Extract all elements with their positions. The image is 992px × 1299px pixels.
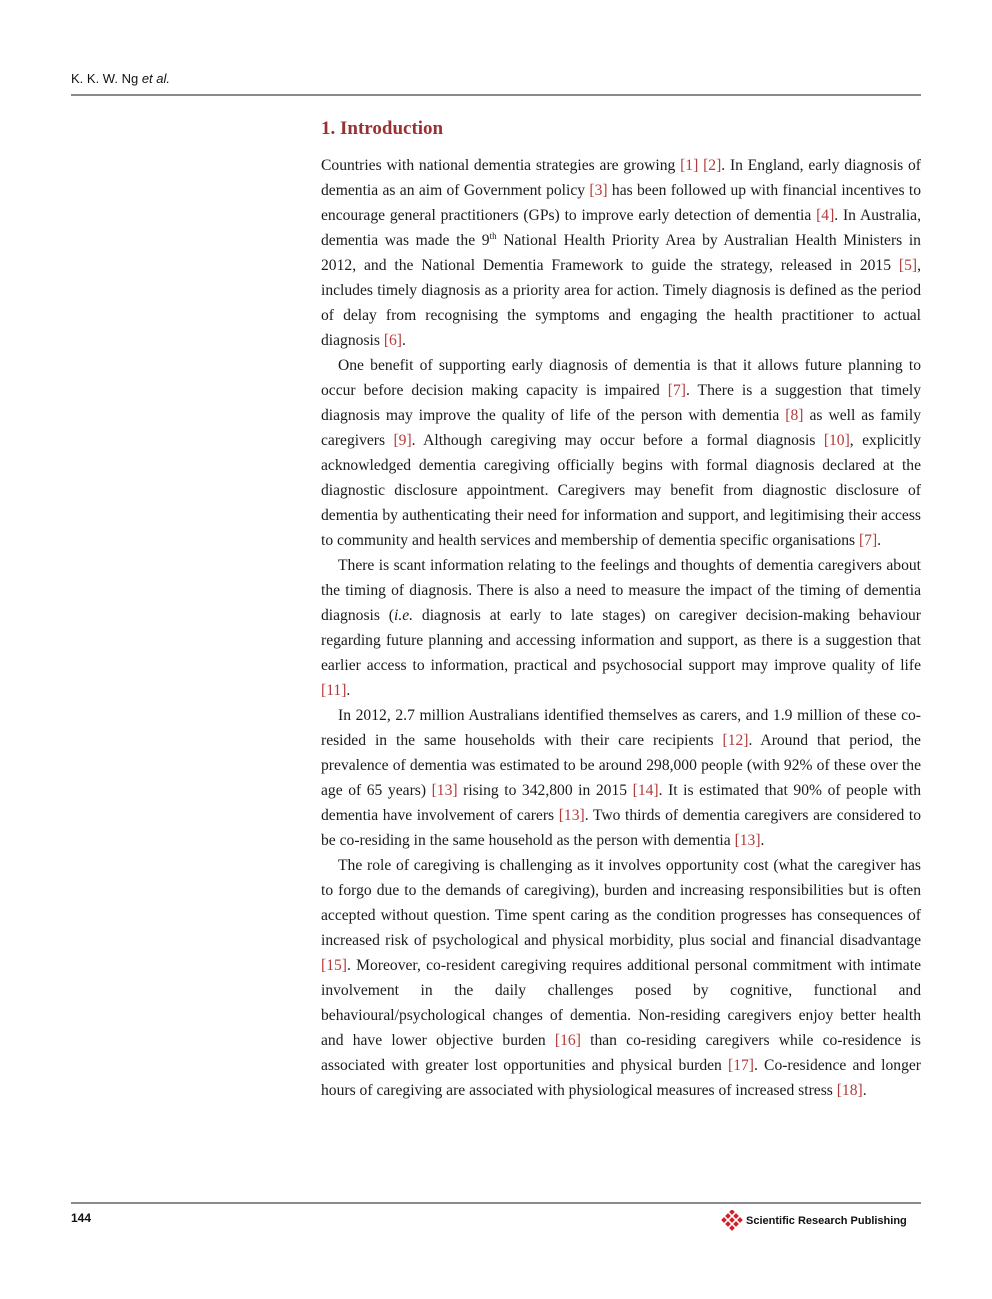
text-run: In 2012, 2.7 million Australians identified themselves as carers, and 1.9 million of these co-resided in the same households with their care recipients [321, 707, 921, 749]
text-run: . Co-residence and longer hours of caregiving are associated with physiological measures of increased stress [321, 1057, 921, 1099]
citation-link[interactable]: [13] [734, 832, 761, 849]
text-run: . [760, 832, 765, 849]
citation-link[interactable]: [1] [680, 157, 699, 174]
text-run: . Two thirds of dementia caregivers are considered to be co-residing in the same household as the person with dementia [321, 807, 921, 849]
citation-link[interactable]: [18] [836, 1082, 863, 1099]
text-run: One benefit of supporting early diagnosis of dementia is that it allows future planning to occur before decision making capacity is impaired [321, 357, 921, 399]
paragraph [321, 153, 921, 353]
citation-link[interactable]: [6] [383, 332, 402, 349]
publisher-name: Scientific Research Publishing [746, 1215, 907, 1227]
text-run: . It is estimated that 90% of people with dementia have involvement of carers [321, 782, 921, 824]
paragraph [321, 353, 921, 553]
citation-link[interactable]: [13] [558, 807, 585, 824]
text-run: i.e. [393, 607, 414, 624]
citation-link[interactable]: [13] [431, 782, 458, 799]
text-run: . Moreover, co-resident caregiving requires additional personal commitment with intimate involvement in the daily challenges posed by cognitive, functional and behavioural/psychological changes of dementia. Non-residing caregivers enjoy better health and have lower objective burden [321, 957, 921, 1049]
text-run: as well as family caregivers [321, 407, 921, 449]
body-text [321, 153, 921, 1103]
header-rule [71, 94, 921, 96]
text-run: . [402, 332, 406, 349]
citation-link[interactable]: [8] [785, 407, 804, 424]
text-run: . There is a suggestion that timely diagnosis may improve the quality of life of the person with dementia [321, 382, 922, 424]
citation-link[interactable]: [5] [898, 257, 918, 274]
page-number: 144 [71, 1211, 92, 1225]
header-authors: K. K. W. Ng [71, 71, 139, 86]
text-run: . [877, 532, 882, 549]
text-run: . [862, 1082, 867, 1099]
citation-link[interactable]: [11] [321, 682, 347, 699]
text-run: has been followed up with financial incentives to encourage general practitioners (GPs) to improve early detection of dementia [321, 182, 921, 224]
citation-link[interactable]: [9] [393, 432, 412, 449]
text-run: , explicitly acknowledged dementia caregiving officially begins with formal diagnosis declared at the diagnostic disclosure appointment. Caregivers may benefit from diagnostic disclosure of dementia by authenticating their need for information and support, and legitimising their access to community and health services and membership of dementia specific organisations [321, 432, 921, 549]
text-run: , includes timely diagnosis as a priority area for action. Timely diagnosis is defined as the period of delay from recognising the symptoms and engaging the health practitioner to actual diagnosis [321, 257, 921, 349]
text-run: National Health Priority Area by Australian Health Ministers in 2012, and the National Dementia Framework to guide the strategy, released in 2015 [321, 232, 921, 274]
paragraph [321, 853, 921, 1103]
paragraph [321, 553, 921, 703]
publisher-logo [721, 1210, 907, 1232]
footer-rule [71, 1202, 921, 1204]
text-run: . In England, early diagnosis of dementia as an aim of Government policy [321, 157, 921, 199]
paragraph [321, 703, 921, 853]
citation-link[interactable]: [10] [823, 432, 850, 449]
text-run: The role of caregiving is challenging as it involves opportunity cost (what the caregiver has to forgo due to the demands of caregiving), burden and increasing responsibilities but is often accepted without question. Time spent caring as the condition progresses has consequences of increased risk of psychological and physical morbidity, plus social and financial disadvantage [321, 857, 921, 949]
text-run: . Around that period, the prevalence of dementia was estimated to be around 298,000 people (with 92% of these over the age of 65 years) [321, 732, 921, 799]
superscript: th [489, 231, 497, 241]
text-run: . [346, 682, 351, 699]
text-run: than co-residing caregivers while co-residence is associated with greater lost opportunities and physical burden [321, 1032, 922, 1074]
citation-link[interactable]: [16] [554, 1032, 581, 1049]
citation-link[interactable]: [2] [703, 157, 722, 174]
publisher-logo-icon [721, 1210, 743, 1232]
text-run: diagnosis at early to late stages) on caregiver decision-making behaviour regarding future planning and accessing information and support, as there is a suggestion that earlier access to information, practical and psychosocial support may improve quality of life [321, 607, 921, 674]
section-title: 1. Introduction [321, 118, 444, 139]
citation-link[interactable]: [7] [667, 382, 686, 399]
citation-link[interactable]: [3] [589, 182, 608, 199]
header-etal: et al. [141, 71, 170, 86]
citation-link[interactable]: [4] [816, 207, 835, 224]
text-run: . Although caregiving may occur before a formal diagnosis [411, 432, 824, 449]
citation-link[interactable]: [17] [728, 1057, 754, 1074]
citation-link[interactable]: [12] [722, 732, 749, 749]
citation-link[interactable]: [15] [321, 957, 347, 974]
text-run: . In Australia, dementia was made the 9 [321, 207, 921, 249]
citation-link[interactable]: [7] [858, 532, 878, 549]
text-run: rising to 342,800 in 2015 [457, 782, 633, 799]
citation-link[interactable]: [14] [632, 782, 659, 799]
text-run: There is scant information relating to the feelings and thoughts of dementia caregivers about the timing of diagnosis. There is also a need to measure the impact of the timing of dementia diagnosis ( [321, 557, 921, 624]
running-header [71, 71, 170, 86]
text-run: Countries with national dementia strategies are growing [321, 157, 681, 174]
